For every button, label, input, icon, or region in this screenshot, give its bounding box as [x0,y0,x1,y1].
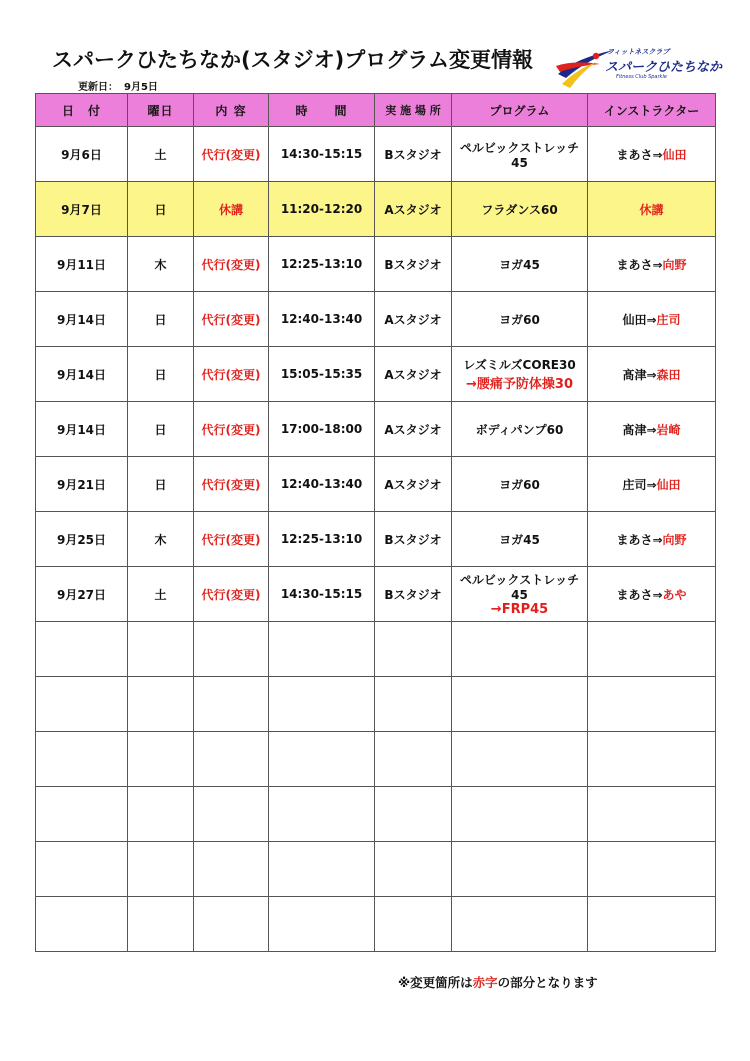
cell-instructor [588,567,716,622]
cell-place: Bスタジオ [375,237,452,292]
table-row [36,567,716,622]
empty-row [36,842,716,897]
empty-cell [194,897,269,952]
cell-day: 木 [128,512,194,567]
cell-date: 9月6日 [36,127,128,182]
empty-cell [588,842,716,897]
empty-row [36,677,716,732]
empty-cell [36,787,128,842]
empty-cell [588,897,716,952]
updated-value: 9月5日 [124,82,158,93]
empty-cell [194,622,269,677]
cell-day: 日 [128,182,194,237]
instructor-from: まあさ [616,587,653,602]
empty-row [36,897,716,952]
empty-cell [36,842,128,897]
empty-cell [128,732,194,787]
cell-time: 12:40-13:40 [269,457,375,512]
cell-program [452,182,588,237]
cell-time: 17:00-18:00 [269,402,375,457]
header-day: 曜日 [128,94,194,127]
cell-time: 12:40-13:40 [269,292,375,347]
instructor-arrow: ⇒ [652,257,663,272]
program-name: ヨガ45 [499,532,540,547]
cell-content: 代行(変更) [194,567,269,622]
instructor-arrow: ⇒ [646,312,657,327]
cell-place: Aスタジオ [375,292,452,347]
empty-cell [269,622,375,677]
instructor-arrow: ⇒ [652,147,663,162]
empty-cell [194,732,269,787]
cell-content: 代行(変更) [194,292,269,347]
updated-label: 更新日： [78,82,118,93]
table-row [36,347,716,402]
cell-instructor [588,292,716,347]
empty-cell [128,622,194,677]
empty-row [36,622,716,677]
table-row [36,457,716,512]
empty-cell [194,677,269,732]
cell-instructor [588,182,716,237]
table-row [36,402,716,457]
empty-cell [588,787,716,842]
cell-day: 木 [128,237,194,292]
cell-date: 9月21日 [36,457,128,512]
cell-place: Bスタジオ [375,567,452,622]
cell-program [452,347,588,402]
cell-day: 土 [128,567,194,622]
cell-time: 12:25-13:10 [269,512,375,567]
program-name: レズミルズCORE30 [463,358,576,372]
empty-cell [375,732,452,787]
instructor-from: まあさ [616,257,653,272]
program-name: フラダンス60 [481,202,558,217]
instructor-from: まあさ [616,532,653,547]
cell-instructor [588,347,716,402]
empty-row [36,732,716,787]
empty-cell [269,732,375,787]
cell-date: 9月11日 [36,237,128,292]
table-header-row [36,94,716,127]
instructor-arrow: ⇒ [652,532,663,547]
instructor-arrow: ⇒ [646,367,657,382]
header-content: 内 容 [194,94,269,127]
empty-cell [36,622,128,677]
footnote-red: 赤字 [472,975,498,990]
empty-cell [128,897,194,952]
cell-day: 日 [128,347,194,402]
cell-date: 9月27日 [36,567,128,622]
cell-date: 9月25日 [36,512,128,567]
empty-cell [452,732,588,787]
empty-cell [452,622,588,677]
program-name: ペルビックストレッチ45 [459,140,580,170]
cell-content: 代行(変更) [194,347,269,402]
instructor-to: 向野 [662,257,687,272]
empty-cell [452,677,588,732]
cell-date: 9月14日 [36,402,128,457]
cell-instructor [588,237,716,292]
cell-place: Bスタジオ [375,512,452,567]
cell-date: 9月14日 [36,292,128,347]
logo-tagline: Fitness Club Sparkle [616,74,667,80]
cell-time: 14:30-15:15 [269,127,375,182]
instructor-to: 仙田 [656,477,681,492]
empty-cell [375,897,452,952]
program-name: ヨガ60 [499,477,540,492]
instructor-to: 仙田 [662,147,687,162]
instructor-from: まあさ [616,147,653,162]
header-date: 日 付 [36,94,128,127]
cell-date: 9月14日 [36,347,128,402]
cell-instructor [588,457,716,512]
updated-date [78,78,164,93]
program-name: ボディパンプ60 [475,422,564,437]
cell-day: 日 [128,457,194,512]
header-time: 時 間 [269,94,375,127]
footnote [398,973,598,991]
instructor-from: 髙津 [622,367,647,382]
cell-content: 代行(変更) [194,237,269,292]
program-name: ヨガ45 [499,257,540,272]
logo-main-text: スパークひたちなか [605,60,723,75]
instructor-from: 仙田 [622,312,647,327]
cell-program [452,292,588,347]
cell-time: 12:25-13:10 [269,237,375,292]
cell-time: 15:05-15:35 [269,347,375,402]
cell-program [452,127,588,182]
header-program: プログラム [452,94,588,127]
logo-sub-text: フィットネスクラブ [607,48,670,56]
empty-cell [269,677,375,732]
cell-time: 11:20-12:20 [269,182,375,237]
empty-cell [588,677,716,732]
cell-program [452,512,588,567]
cell-instructor [588,402,716,457]
program-new: →腰痛予防体操30 [466,377,573,392]
instructor-to: 休講 [639,202,664,217]
header-instructor: インストラクター [588,94,716,127]
instructor-to: 森田 [656,367,681,382]
cell-program [452,567,588,622]
instructor-to: 向野 [662,532,687,547]
cell-day: 土 [128,127,194,182]
header-place: 実 施 場 所 [375,94,452,127]
empty-cell [269,842,375,897]
empty-cell [452,842,588,897]
program-name: ヨガ60 [499,312,540,327]
cell-content: 代行(変更) [194,457,269,512]
instructor-arrow: ⇒ [652,587,663,602]
cell-program [452,457,588,512]
instructor-arrow: ⇒ [646,477,657,492]
table-row [36,512,716,567]
empty-cell [36,897,128,952]
table-row [36,292,716,347]
empty-cell [375,842,452,897]
cell-day: 日 [128,292,194,347]
page-title: スパークひたちなか(スタジオ)プログラム変更情報 [52,48,533,72]
cell-time: 14:30-15:15 [269,567,375,622]
empty-cell [36,732,128,787]
cell-instructor [588,512,716,567]
empty-cell [269,897,375,952]
table-row [36,127,716,182]
cell-content: 代行(変更) [194,127,269,182]
cell-day: 日 [128,402,194,457]
empty-cell [194,787,269,842]
empty-cell [452,787,588,842]
instructor-to: あや [662,587,687,602]
instructor-from: 庄司 [622,477,647,492]
cell-date: 9月7日 [36,182,128,237]
table-row [36,182,716,237]
empty-cell [128,842,194,897]
footnote-prefix: ※変更箇所は [398,975,473,990]
club-logo [556,44,723,90]
empty-cell [36,677,128,732]
empty-cell [452,897,588,952]
cell-content: 休講 [194,182,269,237]
footnote-suffix: の部分となります [497,975,598,990]
cell-program [452,402,588,457]
empty-cell [375,677,452,732]
empty-cell [128,787,194,842]
empty-cell [375,787,452,842]
schedule-table [35,93,716,952]
instructor-arrow: ⇒ [646,422,657,437]
instructor-from: 髙津 [622,422,647,437]
empty-cell [128,677,194,732]
empty-cell [588,622,716,677]
instructor-to: 岩崎 [656,422,681,437]
cell-place: Aスタジオ [375,457,452,512]
empty-cell [269,787,375,842]
empty-cell [375,622,452,677]
table-row [36,237,716,292]
empty-cell [194,842,269,897]
program-new: →FRP45 [490,602,549,617]
cell-place: Aスタジオ [375,182,452,237]
cell-instructor [588,127,716,182]
cell-place: Bスタジオ [375,127,452,182]
cell-content: 代行(変更) [194,512,269,567]
empty-cell [588,732,716,787]
cell-content: 代行(変更) [194,402,269,457]
cell-place: Aスタジオ [375,402,452,457]
program-name: ペルビックストレッチ45 [459,573,580,602]
cell-place: Aスタジオ [375,347,452,402]
empty-row [36,787,716,842]
instructor-to: 庄司 [656,312,681,327]
cell-program [452,237,588,292]
